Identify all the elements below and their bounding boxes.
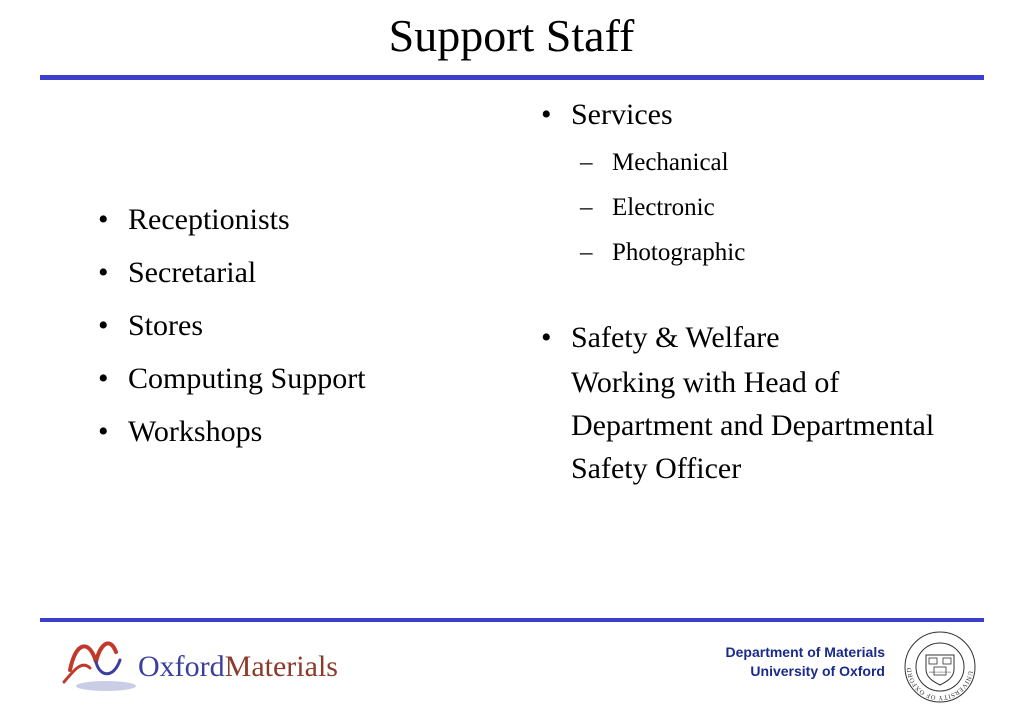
oxford-materials-logo [56,630,376,700]
crest-motto: DOMINUS ILLUMINATIO MEA [928,673,952,674]
sub-list-item: – Electronic [536,185,956,230]
crest-text: UNIVERSITY OF OXFORD [905,666,974,702]
right-column [536,90,956,490]
list-item: • Computing Support [92,352,366,405]
department-label [726,643,885,681]
logo-word-oxford: Oxford [138,650,225,683]
safety-description: Working with Head of Department and Departmental Safety Officer [571,366,935,485]
sub-list-item: – Photographic [536,230,956,275]
services-item: • Services [536,90,956,140]
left-bullet-list [92,193,366,458]
services-sublist [536,140,956,275]
logo-mark-icon [56,630,140,696]
department-line-1: Department of Materials [725,644,885,660]
list-item: • Workshops [92,405,366,458]
page-title: Support Staff [388,10,635,61]
list-item: • Secretarial [92,246,366,299]
top-divider [40,75,984,80]
logo-word-materials: Materials [224,650,338,683]
list-item: • Receptionists [92,193,366,246]
department-line-2: University of Oxford [750,663,885,679]
safety-item: • Safety & Welfare [536,313,956,363]
university-crest-icon [903,629,977,705]
sub-list-item: – Mechanical [536,140,956,185]
list-item: • Stores [92,299,366,352]
bottom-divider [40,618,984,622]
